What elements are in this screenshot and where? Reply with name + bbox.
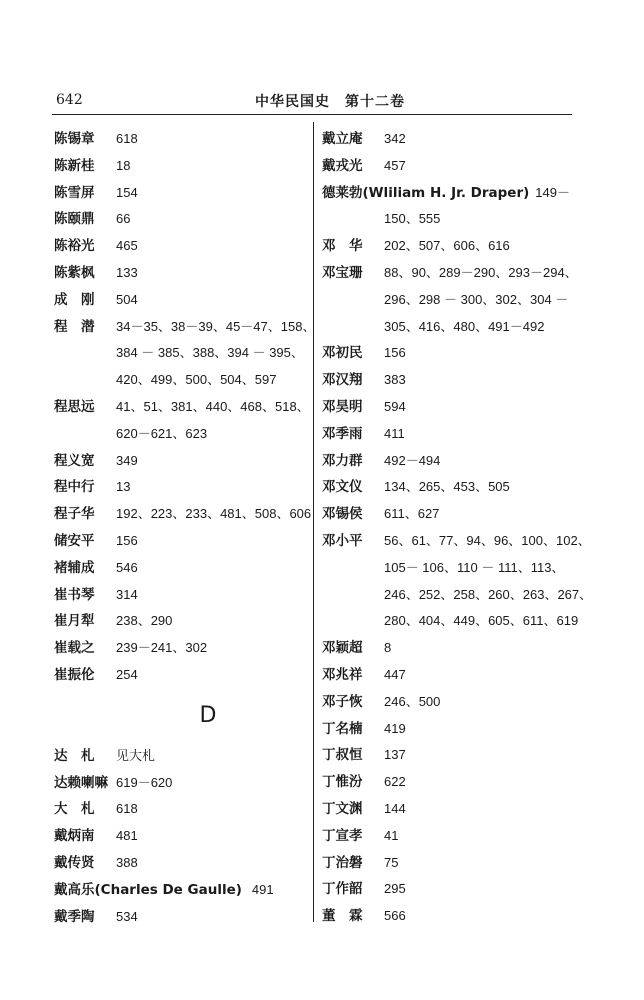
page-ref-line: 8 <box>384 640 392 656</box>
page-ref-line: 447 <box>384 666 406 682</box>
index-entry <box>54 448 306 475</box>
right-entries <box>322 126 593 930</box>
page-ref-line: 156 <box>384 345 406 361</box>
page-ref-line: 618 <box>116 801 138 817</box>
entry-name: 邓汉翔 <box>322 372 363 389</box>
index-entry <box>322 340 572 367</box>
page-ref-line: 105－ 106、110 － 111、113、 <box>384 559 565 575</box>
index-entry <box>54 180 306 207</box>
entry-pages <box>116 850 306 877</box>
entry-pages <box>384 260 578 340</box>
entry-pages <box>384 501 572 528</box>
page-ref-line: 156 <box>116 532 138 548</box>
page-ref-line: 88、90、289－290、293－294、 <box>384 264 578 280</box>
page-ref-line: 420、499、500、504、597 <box>116 372 277 388</box>
entry-name: 邓小平 <box>322 532 363 549</box>
left-column <box>54 126 316 930</box>
page-ref-line: 388 <box>116 854 138 870</box>
entry-pages <box>384 528 592 635</box>
index-entry <box>54 206 306 233</box>
entry-name: 程 潜 <box>54 318 95 335</box>
entry-name: 陈裕光 <box>54 238 95 255</box>
index-entry <box>322 876 572 903</box>
entry-pages <box>116 555 306 582</box>
page-ref-line: 66 <box>116 211 131 227</box>
index-entry <box>322 635 572 662</box>
entry-name: 成 刚 <box>54 291 95 308</box>
entry-name: 崔书琴 <box>54 586 95 603</box>
index-entry <box>54 608 306 635</box>
entry-pages <box>116 582 306 609</box>
index-entry <box>54 662 306 689</box>
entry-name: 德莱勃(Wliliam H. Jr. Draper) <box>322 184 530 201</box>
index-entry <box>322 126 572 153</box>
entry-pages <box>384 716 572 743</box>
page-ref-line: 144 <box>384 800 406 816</box>
page-ref-line: 457 <box>384 157 406 173</box>
page-ref-line: 491 <box>251 881 274 897</box>
entry-name: 丁治磐 <box>322 854 363 871</box>
page-ref-line: 620－621、623 <box>116 425 208 441</box>
page-ref-line: 239－241、302 <box>116 640 208 656</box>
page-ref-line: 41、51、381、440、468、518、 <box>116 398 310 414</box>
index-entry <box>54 796 306 823</box>
page-ref-line: 75 <box>384 854 399 870</box>
page-ref-line: 611、627 <box>384 506 440 522</box>
page-ref-line: 137 <box>384 747 406 763</box>
entry-pages <box>116 608 306 635</box>
page-ref-line: 619－620 <box>116 774 173 790</box>
entry-pages <box>384 448 572 475</box>
entry-name: 崔月犁 <box>54 613 95 630</box>
column-divider <box>313 122 314 922</box>
page-ref-line: 305、416、480、491－492 <box>384 318 545 334</box>
entry-pages <box>384 903 572 930</box>
page-ref-line: 342 <box>384 131 406 146</box>
entry-pages <box>384 823 572 850</box>
entry-pages <box>384 769 572 796</box>
index-entry <box>54 877 306 904</box>
entry-name: 邓力群 <box>322 452 363 469</box>
entry-name: 大 札 <box>54 801 95 818</box>
entry-name: 陈锡章 <box>54 131 95 147</box>
page-ref-line: 465 <box>116 238 138 254</box>
entry-pages <box>384 662 572 689</box>
index-entry <box>322 769 572 796</box>
index-entry <box>322 796 572 823</box>
index-entry <box>54 474 306 501</box>
page-ref-line: 134、265、453、505 <box>384 479 510 495</box>
entry-name: 达 札 <box>54 747 95 764</box>
index-entry <box>322 474 572 501</box>
entry-pages <box>384 850 572 877</box>
entry-name: 丁叔恒 <box>322 747 363 764</box>
entry-name: 陈紫枫 <box>54 264 95 281</box>
page-ref-line: 594 <box>384 398 406 414</box>
entry-name: 戴戎光 <box>322 157 363 174</box>
page-ref-line: 504 <box>116 291 138 307</box>
entry-name: 崔载之 <box>54 640 95 657</box>
entry-pages <box>116 823 306 850</box>
entry-pages <box>116 314 315 394</box>
index-entry <box>54 850 306 877</box>
entry-name: 邓兆祥 <box>322 666 363 683</box>
entry-pages <box>116 501 311 528</box>
page-ref-line: 41 <box>384 827 399 843</box>
entry-pages <box>116 180 306 207</box>
index-entry <box>54 287 306 314</box>
page-ref-line: 13 <box>116 479 131 495</box>
entry-pages <box>116 662 306 689</box>
section-letter: D <box>199 702 217 728</box>
entry-name: 丁宣孝 <box>322 827 363 844</box>
entry-pages <box>384 153 572 180</box>
entry-name: 邓昊明 <box>322 398 363 415</box>
entry-name: 褚辅成 <box>54 559 95 576</box>
entry-pages <box>116 528 306 555</box>
entry-name: 丁作韶 <box>322 881 363 898</box>
index-entry <box>322 528 593 635</box>
index-entry <box>322 367 572 394</box>
entry-pages <box>116 394 310 448</box>
page-ref-line: 419 <box>384 720 406 736</box>
entry-pages-continued: 150、555 <box>384 211 441 227</box>
index-entry <box>54 904 306 931</box>
entry-pages <box>384 796 572 823</box>
entry-pages <box>116 904 306 931</box>
header-rule <box>52 114 572 115</box>
page-ref-line: 622 <box>384 774 406 790</box>
entry-name: 戴高乐(Charles De Gaulle) <box>54 881 242 898</box>
index-entry <box>54 823 306 850</box>
page-ref-line: 280、404、449、605、611、619 <box>384 613 579 629</box>
entry-pages <box>116 743 306 770</box>
entry-pages <box>384 126 572 153</box>
index-entry <box>322 689 572 716</box>
index-entry <box>322 903 572 930</box>
entry-name: 邓文仪 <box>322 479 363 496</box>
page-ref-line: 314 <box>116 586 138 602</box>
page-ref-line: 349 <box>116 452 138 468</box>
index-entry <box>322 180 572 234</box>
entry-name: 程义宽 <box>54 452 95 469</box>
entry-pages: 149－ <box>535 184 570 200</box>
entry-name: 邓宝珊 <box>322 264 363 281</box>
page-ref-line: 56、61、77、94、96、100、102、 <box>384 532 591 548</box>
page-ref-line: 566 <box>384 908 406 924</box>
index-entry <box>322 448 572 475</box>
page-ref-line: 154 <box>116 184 138 200</box>
index-entry <box>322 850 572 877</box>
entry-pages <box>116 260 306 287</box>
index-entry <box>54 635 306 662</box>
entry-pages <box>116 796 306 823</box>
page-ref-line: 411 <box>384 425 405 441</box>
page-ref-line: 383 <box>384 372 406 388</box>
entry-name: 董 霖 <box>322 908 363 925</box>
page-ref-line: 246、252、258、260、263、267、 <box>384 586 593 602</box>
entry-pages <box>116 770 306 797</box>
index-entry <box>54 126 306 153</box>
index-entry <box>54 555 306 582</box>
index-entry <box>322 662 572 689</box>
page-ref-line: 534 <box>116 908 138 924</box>
index-entry <box>54 770 306 797</box>
entry-name: 丁名楠 <box>322 720 363 737</box>
entry-name: 邓初民 <box>322 345 363 362</box>
entry-pages <box>384 394 572 421</box>
entry-name: 戴传贤 <box>54 854 95 871</box>
page-ref-line: 34－35、38－39、45－47、158、 <box>116 318 316 334</box>
entry-pages <box>116 448 306 475</box>
index-entry <box>322 233 572 260</box>
entry-pages <box>252 877 274 904</box>
entry-pages <box>384 367 572 394</box>
page-ref-line: 见大札 <box>116 747 156 763</box>
index-entry <box>54 233 306 260</box>
entry-pages <box>384 233 572 260</box>
index-entry <box>322 501 572 528</box>
entry-pages <box>384 742 572 769</box>
entry-name: 邓锡侯 <box>322 506 363 523</box>
page-ref-line: 296、298 － 300、302、304 － <box>384 291 569 307</box>
page-ref-line: 18 <box>116 157 131 173</box>
page-ref-line: 254 <box>116 666 138 682</box>
page-ref-line: 492－494 <box>384 452 441 468</box>
entry-pages <box>116 126 306 153</box>
index-entry <box>322 260 578 340</box>
entry-name: 邓季雨 <box>322 425 363 442</box>
entry-name: 邓子恢 <box>322 693 363 710</box>
entry-pages <box>384 340 572 367</box>
running-head: 中华民国史 第十二卷 <box>255 94 405 110</box>
entry-pages <box>384 474 572 501</box>
entry-name: 丁文渊 <box>322 800 363 817</box>
right-column <box>322 126 593 930</box>
page-ref-line: 192、223、233、481、508、606 <box>116 506 312 522</box>
entry-name: 程中行 <box>54 479 95 496</box>
page-ref-line: 546 <box>116 559 138 575</box>
entry-name: 储安平 <box>54 532 95 549</box>
entry-name: 达赖喇嘛 <box>54 774 108 791</box>
index-entry <box>54 528 306 555</box>
index-entry <box>322 394 572 421</box>
index-entry <box>54 153 306 180</box>
entry-name: 程子华 <box>54 506 95 523</box>
index-entry <box>322 742 572 769</box>
page-ref-line: 295 <box>384 881 406 897</box>
page-ref-line: 238、290 <box>116 613 173 629</box>
entry-name: 陈雪屏 <box>54 184 95 201</box>
index-entry <box>54 743 306 770</box>
entry-pages <box>384 689 572 716</box>
entry-pages <box>116 153 306 180</box>
index-entry <box>54 260 306 287</box>
entry-pages <box>384 421 572 448</box>
left-entries-d <box>54 743 306 931</box>
entry-name: 戴季陶 <box>54 908 95 925</box>
page-ref-line: 202、507、606、616 <box>384 238 510 254</box>
entry-name: 邓颖超 <box>322 640 363 657</box>
index-entry <box>54 501 312 528</box>
page-ref-line: 618 <box>116 131 138 146</box>
entry-name: 戴立庵 <box>322 131 363 147</box>
page-ref-line: 481 <box>116 828 138 844</box>
entry-pages <box>384 635 572 662</box>
entry-name: 崔振伦 <box>54 666 95 683</box>
entry-pages <box>116 233 306 260</box>
entry-name: 丁惟汾 <box>322 774 363 791</box>
page-ref-line: 384 － 385、388、394 － 395、 <box>116 345 304 361</box>
index-entry <box>54 582 306 609</box>
left-entries <box>54 126 316 689</box>
index-entry <box>322 421 572 448</box>
entry-pages <box>116 287 306 314</box>
entry-name: 邓 华 <box>322 238 363 255</box>
index-entry <box>322 716 572 743</box>
entry-name: 戴炳南 <box>54 828 95 845</box>
page-ref-line: 246、500 <box>384 693 441 709</box>
entry-name: 陈新桂 <box>54 157 95 174</box>
index-entry <box>322 153 572 180</box>
entry-pages <box>116 635 306 662</box>
index-entry <box>54 314 316 394</box>
entry-pages <box>116 206 306 233</box>
page-number: 642 <box>56 92 83 108</box>
entry-pages <box>384 876 572 903</box>
index-entry <box>54 394 310 448</box>
index-entry <box>322 823 572 850</box>
entry-pages <box>116 474 306 501</box>
page-ref-line: 133 <box>116 264 138 280</box>
entry-name: 陈颐鼎 <box>54 211 95 228</box>
entry-name: 程思远 <box>54 398 95 415</box>
